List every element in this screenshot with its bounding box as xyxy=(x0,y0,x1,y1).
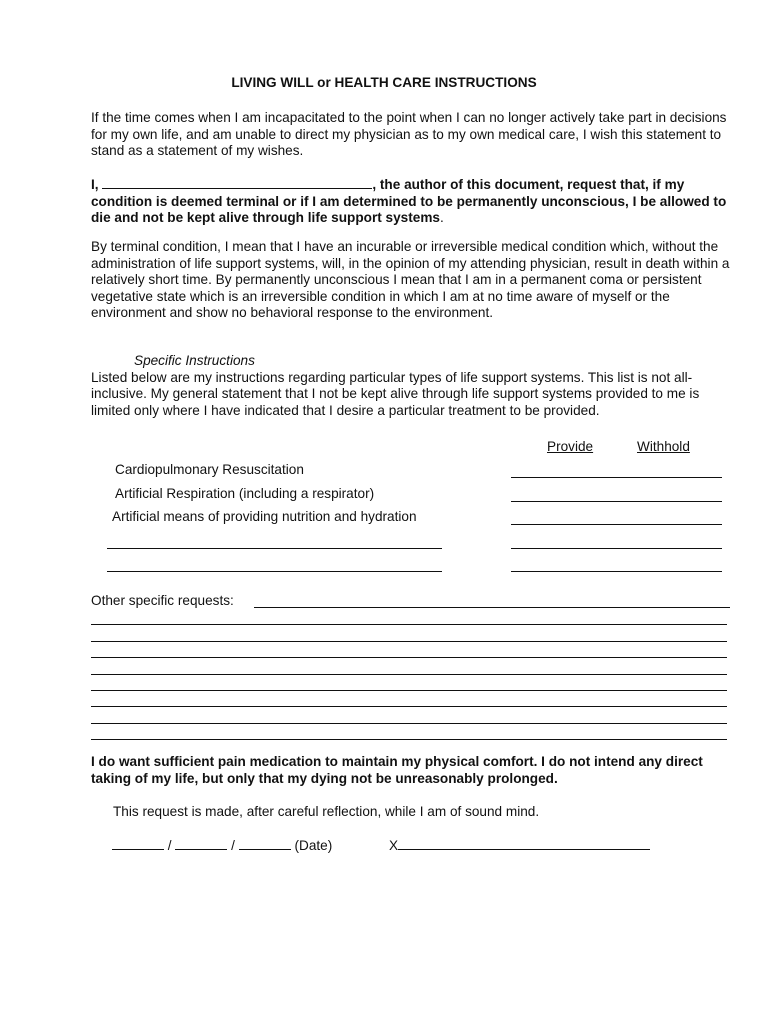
request-prefix: I, xyxy=(91,177,99,192)
other-requests-line-2[interactable] xyxy=(91,641,727,642)
extra-treatment-choice-line-1[interactable] xyxy=(511,548,722,549)
treatment-cpr: Cardiopulmonary Resuscitation xyxy=(115,462,304,477)
definition-paragraph: By terminal condition, I mean that I have an incurable or irreversible medical condition which, without the administration of life support systems, will, in the opinion of my attending physician, result in death within a relatively short time. By permanently unconscious I mean that I am in a permanent coma or persistent vegetative state which is an irreversible condition in which I am at no time aware of myself or the environment and show no behavioral response to the environment. xyxy=(91,239,730,320)
date-row xyxy=(112,836,332,855)
other-requests-line-3[interactable] xyxy=(91,657,727,658)
date-day-blank[interactable] xyxy=(175,836,227,850)
withhold-column-header: Withhold xyxy=(637,439,690,454)
other-requests-line-1[interactable] xyxy=(91,624,727,625)
specific-instructions-section xyxy=(91,353,741,419)
signature-row xyxy=(389,836,650,855)
request-period: . xyxy=(439,210,444,225)
respiration-choice-line[interactable] xyxy=(511,501,722,502)
other-requests-line-8[interactable] xyxy=(91,739,727,740)
date-label: (Date) xyxy=(294,838,333,853)
extra-treatment-blank-2[interactable] xyxy=(107,571,442,572)
other-requests-line-4[interactable] xyxy=(91,674,727,675)
other-requests-line-0[interactable] xyxy=(254,607,730,608)
cpr-choice-line[interactable] xyxy=(511,477,722,478)
other-requests-label: Other specific requests: xyxy=(91,593,234,608)
request-paragraph xyxy=(91,175,741,227)
treatment-nutrition: Artificial means of providing nutrition and hydration xyxy=(112,509,417,524)
specific-instructions-heading: Specific Instructions xyxy=(134,353,255,368)
date-separator-2: / xyxy=(231,838,235,853)
pain-medication-statement: I do want sufficient pain medication to maintain my physical comfort. I do not intend any direct taking of my life, but only that my dying not be unreasonably prolonged. xyxy=(91,754,703,786)
date-separator-1: / xyxy=(167,838,172,853)
document-title: LIVING WILL or HEALTH CARE INSTRUCTIONS xyxy=(231,75,537,90)
intro-paragraph: If the time comes when I am incapacitated to the point when I can no longer actively take part in decisions for my own life, and am unable to direct my physician as to my own medical care, I wish this statement to stand as a statement of my wishes. xyxy=(91,110,727,158)
extra-treatment-choice-line-2[interactable] xyxy=(511,571,722,572)
author-name-blank[interactable] xyxy=(102,175,372,189)
signature-blank[interactable] xyxy=(398,836,650,850)
other-requests-line-5[interactable] xyxy=(91,690,727,691)
request-text: , the author of this document, request that, if my condition is deemed terminal or if I am determined to be permanently unconscious, I be allowed to die and not be kept alive through life support systems xyxy=(91,177,727,225)
date-year-blank[interactable] xyxy=(239,836,291,850)
specific-instructions-text: Listed below are my instructions regarding particular types of life support systems. This list is not all-inclusive. My general statement that I not be kept alive through life support systems provided to me is limited only where I have indicated that I desire a particular treatment to be provided. xyxy=(91,369,700,418)
other-requests-line-7[interactable] xyxy=(91,723,727,724)
signature-prefix: X xyxy=(389,838,399,853)
other-requests-line-6[interactable] xyxy=(91,706,727,707)
treatment-respiration: Artificial Respiration (including a respirator) xyxy=(115,486,375,501)
extra-treatment-blank-1[interactable] xyxy=(107,548,442,549)
provide-column-header: Provide xyxy=(547,439,594,454)
sound-mind-statement: This request is made, after careful reflection, while I am of sound mind. xyxy=(113,804,540,819)
date-month-blank[interactable] xyxy=(112,836,164,850)
nutrition-choice-line[interactable] xyxy=(511,524,722,525)
